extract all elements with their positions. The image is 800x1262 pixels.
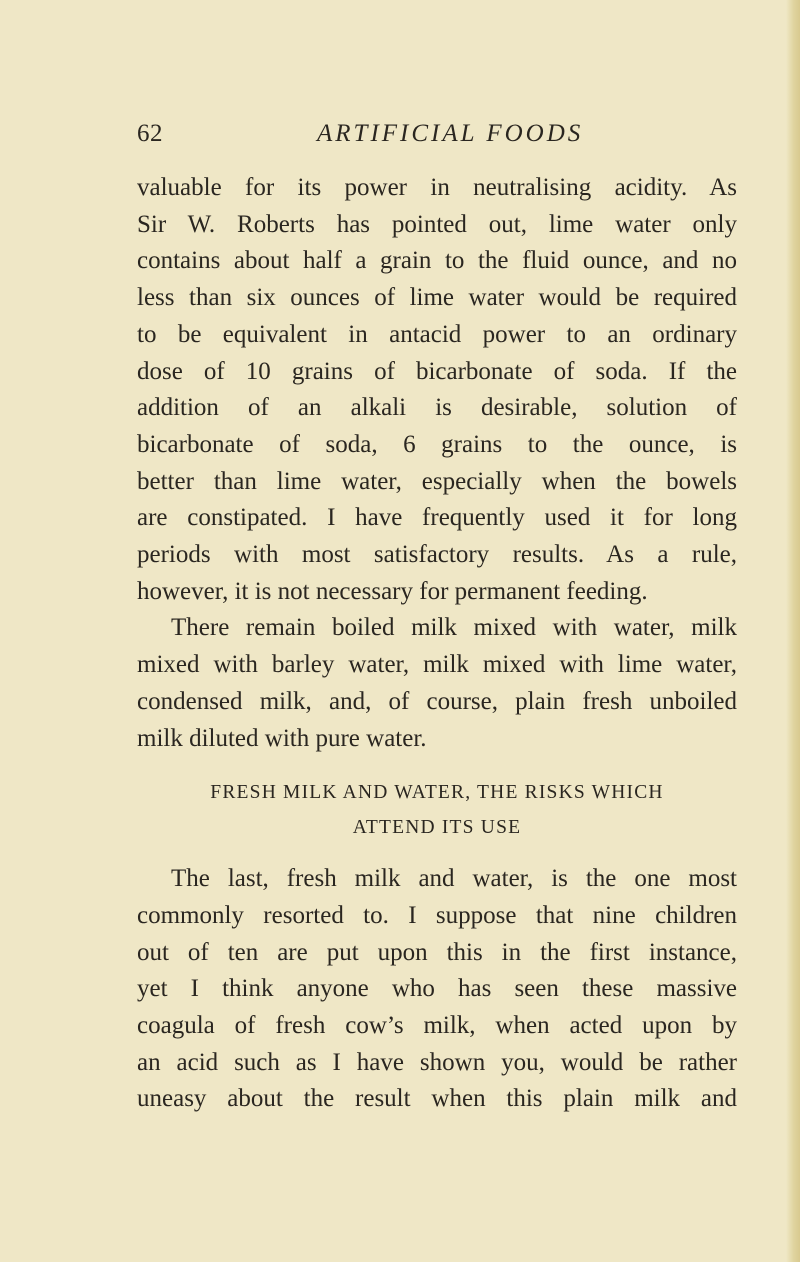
text-line: Sir W. Roberts has pointed out, lime water only xyxy=(137,210,737,238)
paragraph-2 xyxy=(137,610,737,757)
paragraph-3 xyxy=(137,861,737,1118)
text-line: yet I think anyone who has seen these massive xyxy=(137,975,737,1003)
running-title: ARTIFICIAL FOODS xyxy=(317,120,584,147)
text-line: an acid such as I have shown you, would be rather xyxy=(137,1048,737,1076)
body-text xyxy=(137,170,737,1118)
text-line: milk diluted with pure water. xyxy=(137,724,427,752)
text-line: mixed with barley water, milk mixed with lime water, xyxy=(137,651,737,679)
running-head xyxy=(137,120,737,156)
text-line: are constipated. I have frequently used it for long xyxy=(137,504,737,532)
text-line: condensed milk, and, of course, plain fresh unboiled xyxy=(137,687,737,715)
text-line: however, it is not necessary for permanent feeding. xyxy=(137,577,648,605)
text-line: commonly resorted to. I suppose that nine children xyxy=(137,901,737,929)
section-heading xyxy=(137,757,737,861)
text-line: better than lime water, especially when the bowels xyxy=(137,467,737,495)
text-line: coagula of fresh cow’s milk, when acted upon by xyxy=(137,1012,737,1040)
text-line: out of ten are put upon this in the first instance, xyxy=(137,938,737,966)
text-line: uneasy about the result when this plain milk and xyxy=(137,1085,737,1113)
text-line: There remain boiled milk mixed with water, milk xyxy=(171,614,737,642)
paragraph-1 xyxy=(137,170,737,610)
page-edge-shading xyxy=(786,0,800,1262)
text-line: periods with most satisfactory results. As a rule, xyxy=(137,541,737,569)
text-line: The last, fresh milk and water, is the one most xyxy=(171,865,737,893)
text-line: dose of 10 grains of bicarbonate of soda. If the xyxy=(137,357,737,385)
text-line: to be equivalent in antacid power to an ordinary xyxy=(137,320,737,348)
section-heading-line: FRESH MILK AND WATER, THE RISKS WHICH xyxy=(210,782,664,804)
page-number: 62 xyxy=(137,120,163,147)
text-line: valuable for its power in neutralising acidity. As xyxy=(137,174,737,201)
text-line: contains about half a grain to the fluid ounce, and no xyxy=(137,247,737,275)
text-line: bicarbonate of soda, 6 grains to the ounce, is xyxy=(137,430,737,458)
text-line: less than six ounces of lime water would be required xyxy=(137,284,737,312)
section-heading-line: ATTEND ITS USE xyxy=(352,817,522,839)
text-line: addition of an alkali is desirable, solution of xyxy=(137,394,737,422)
